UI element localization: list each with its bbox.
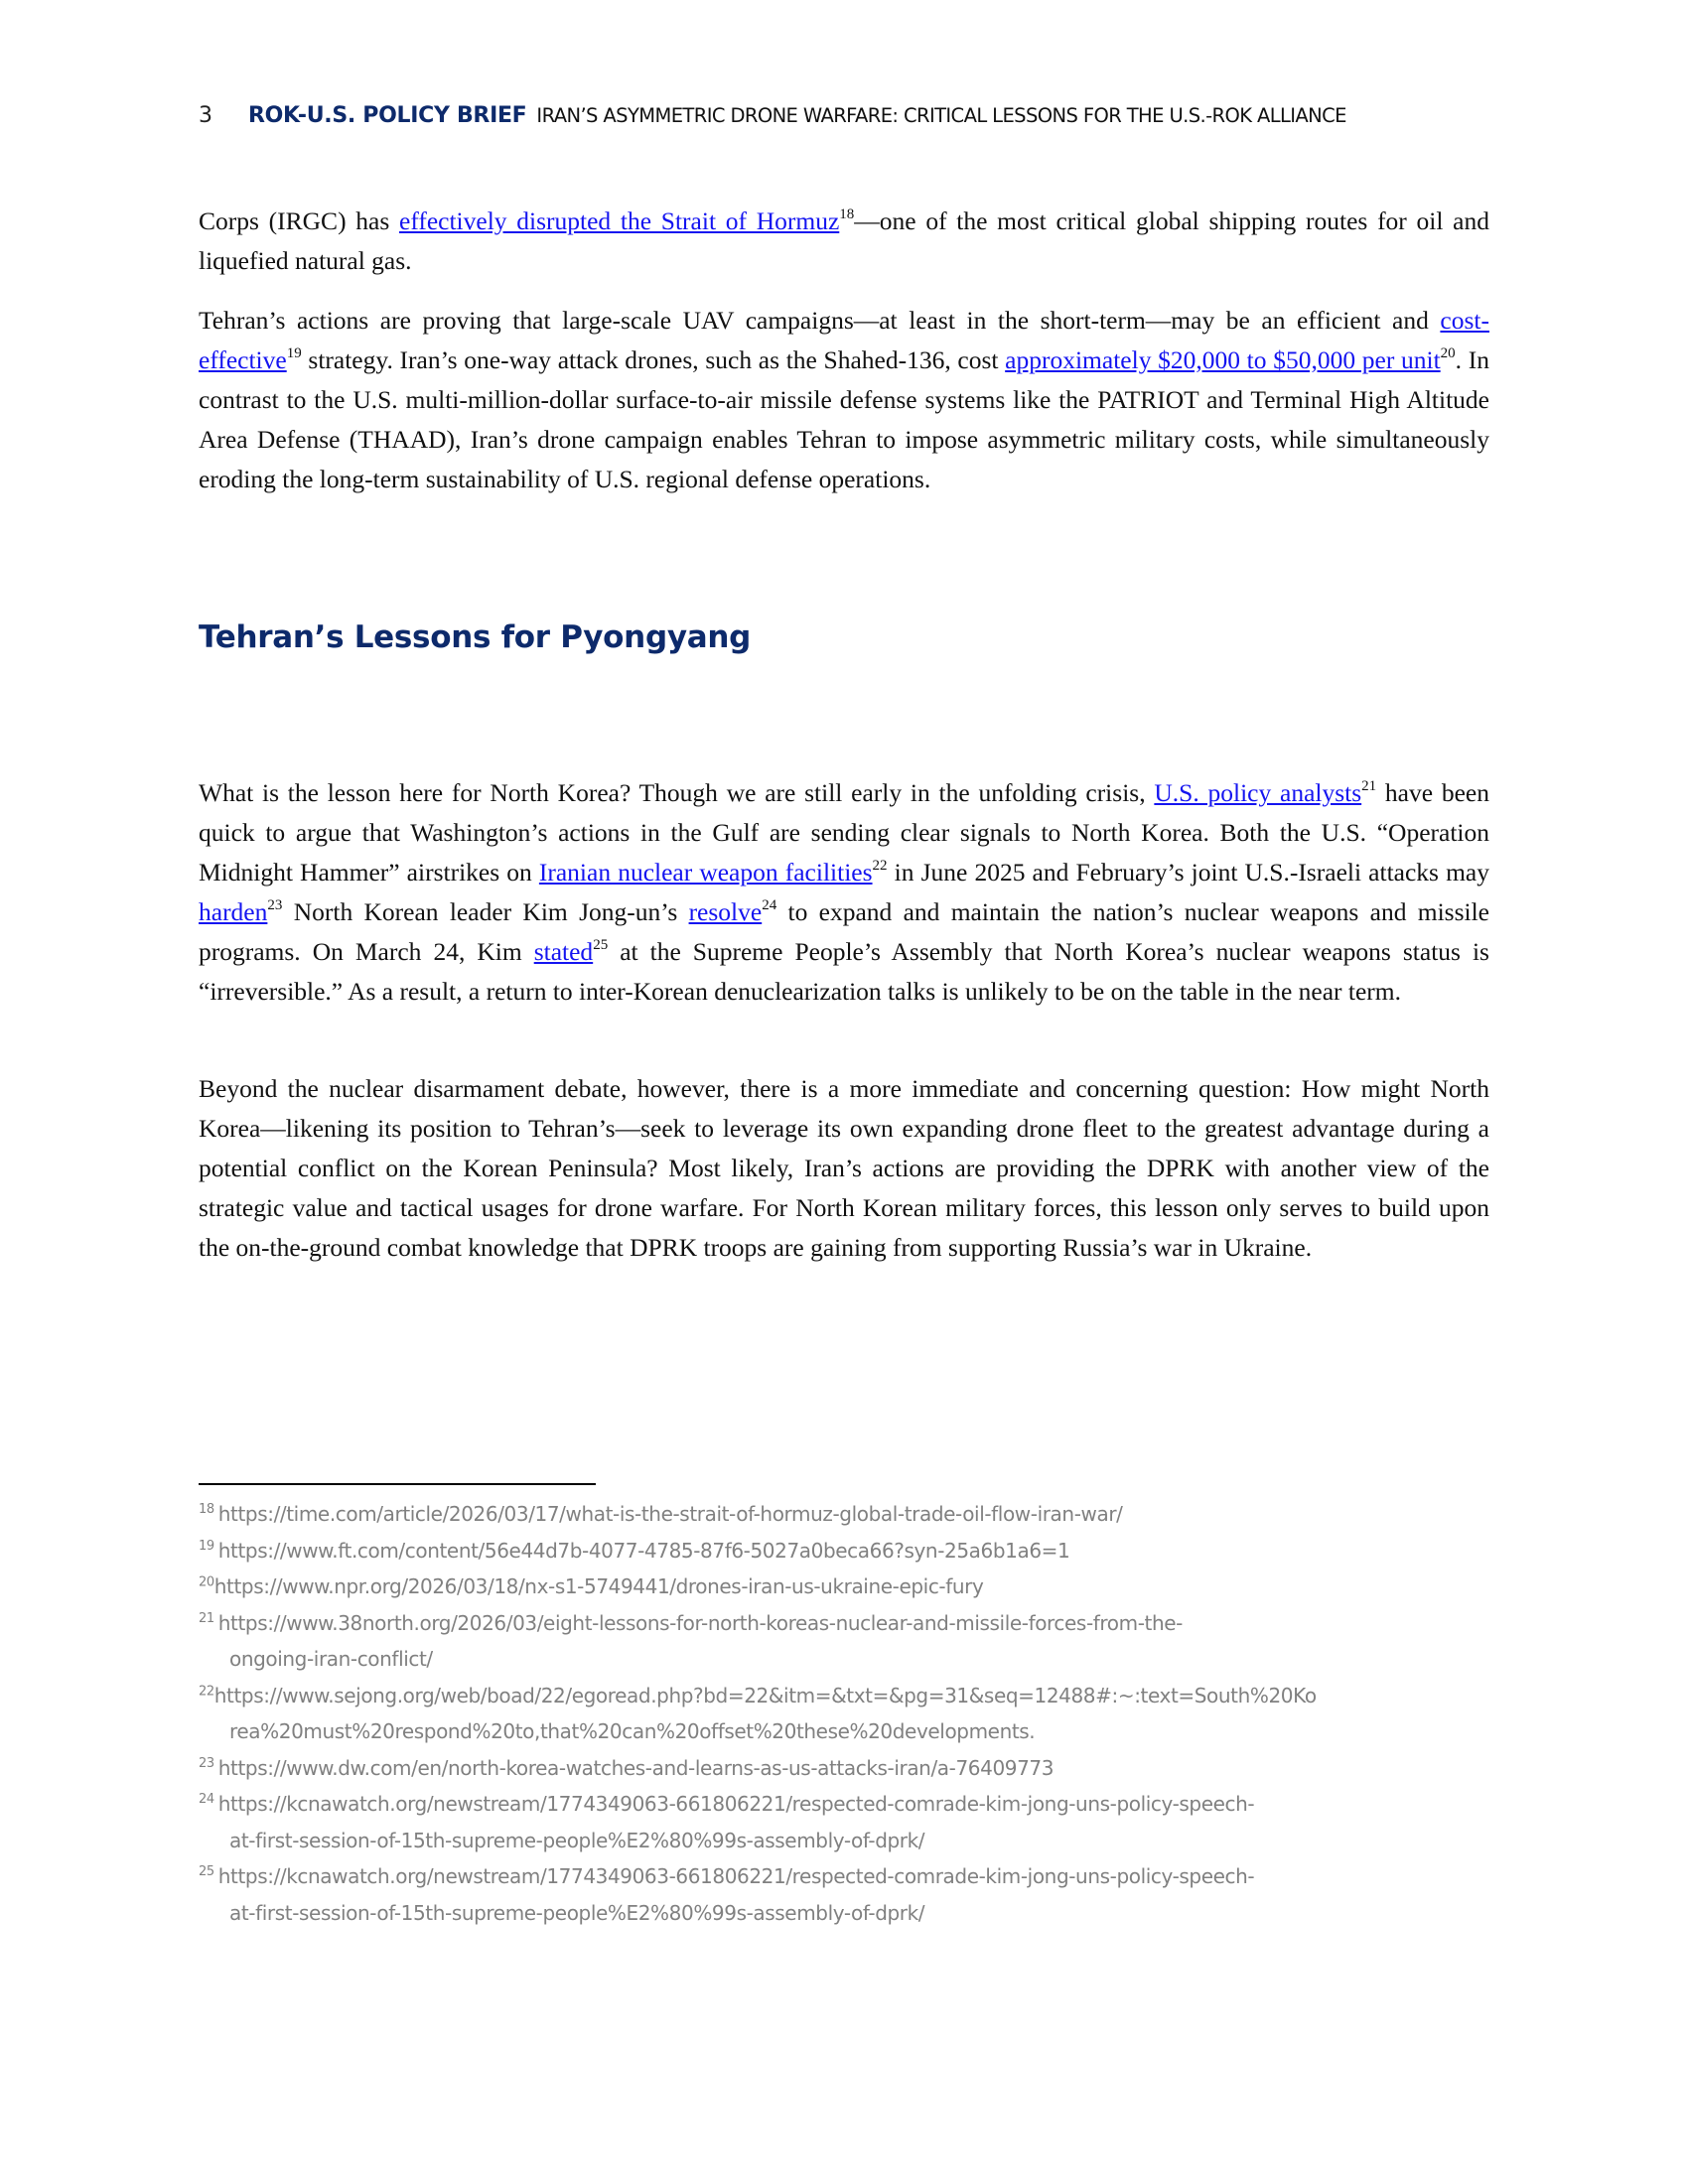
footnote-25 — [199, 1858, 1499, 1931]
footnote-url[interactable]: https://www.38north.org/2026/03/eight-lessons-for-north-koreas-nuclear-and-missile-forces-from-the- — [217, 1610, 1183, 1635]
footnote-number: 19 — [199, 1538, 214, 1554]
footnote-number: 18 — [199, 1502, 214, 1518]
link-strait-of-hormuz[interactable]: effectively disrupted the Strait of Hormuz — [399, 206, 840, 235]
footnote-url-continued[interactable]: rea%20must%20respond%20to,that%20can%20offset%20these%20developments. — [229, 1719, 1036, 1743]
footnote-24 — [199, 1786, 1499, 1858]
footnote-number: 25 — [199, 1864, 214, 1880]
paragraph-hormuz — [199, 202, 1489, 281]
link-us-policy-analysts[interactable]: U.S. policy analysts — [1154, 778, 1362, 807]
text-run: Tehran’s actions are proving that large-scale UAV campaigns—at least in the short-term—may be an efficient and — [199, 306, 1441, 335]
footnote-18 — [199, 1496, 1499, 1533]
footnote-ref-18: 18 — [839, 205, 855, 222]
footnote-url-continued[interactable]: ongoing-iran-conflict/ — [229, 1647, 433, 1671]
text-run: strategy. Iran’s one-way attack drones, such as the Shahed-136, cost — [301, 345, 1006, 374]
section-heading: Tehran’s Lessons for Pyongyang — [199, 619, 752, 655]
footnote-number: 22 — [199, 1683, 214, 1699]
footnote-19 — [199, 1533, 1499, 1570]
link-harden[interactable]: harden — [199, 897, 268, 926]
text-run: in June 2025 and February’s joint U.S.-Israeli attacks may — [887, 858, 1489, 887]
footnote-url-continued[interactable]: at-first-session-of-15th-supreme-people%E2%80%99s-assembly-of-dprk/ — [229, 1828, 925, 1852]
footnote-url[interactable]: https://kcnawatch.org/newstream/1774349063-661806221/respected-comrade-kim-jong-uns-policy-speech- — [217, 1792, 1255, 1816]
link-stated[interactable]: stated — [533, 937, 594, 966]
link-drone-unit-cost[interactable]: approximately $20,000 to $50,000 per unit — [1005, 345, 1441, 374]
link-iranian-nuclear-facilities[interactable]: Iranian nuclear weapon facilities — [538, 858, 873, 887]
footnote-url[interactable]: https://www.sejong.org/web/boad/22/egoread.php?bd=22&itm=&txt=&pg=31&seq=12488#:~:text=South%20Ko — [213, 1683, 1317, 1707]
footnote-23 — [199, 1750, 1499, 1787]
text-run: have been quick to argue that Washington’s actions in the Gulf are sending clear signals to North Korea. Both the U.S. “Operation Midnight Hammer” airstrikes on — [199, 778, 1489, 887]
link-resolve[interactable]: resolve — [688, 897, 763, 926]
footnote-url[interactable]: https://www.ft.com/content/56e44d7b-4077-4785-87f6-5027a0beca66?syn-25a6b1a6=1 — [217, 1538, 1070, 1563]
footnote-22 — [199, 1678, 1499, 1750]
footnote-number: 24 — [199, 1792, 214, 1808]
text-run: —one of the most critical global shipping routes for oil and liquefied natural gas. — [199, 206, 1489, 275]
footnote-url[interactable]: https://kcnawatch.org/newstream/1774349063-661806221/respected-comrade-kim-jong-uns-policy-speech- — [217, 1864, 1255, 1888]
footnote-ref-24: 24 — [762, 896, 777, 913]
paragraph-drone-fleet — [199, 1069, 1489, 1268]
footnote-21 — [199, 1605, 1499, 1678]
text-run: Beyond the nuclear disarmament debate, however, there is a more immediate and concerning question: How might North Korea—likening its position to Tehran’s—seek to leverage its own expanding drone fleet to the greatest advantage during a potential conflict on the Korean Peninsula? Most likely, Iran’s actions are providing the DPRK with another view of the strategic value and tactical usages for drone warfare. For North Korean military forces, this lesson only serves to build upon the on-the-ground combat knowledge that DPRK troops are gaining from supporting Russia’s war in Ukraine. — [199, 1074, 1489, 1262]
footnote-number: 23 — [199, 1755, 214, 1771]
text-run: North Korean leader Kim Jong-un’s — [282, 897, 689, 926]
footnote-ref-22: 22 — [872, 857, 888, 874]
footnote-url-continued[interactable]: at-first-session-of-15th-supreme-people%E2%80%99s-assembly-of-dprk/ — [229, 1900, 925, 1925]
footnote-url[interactable]: https://www.dw.com/en/north-korea-watches-and-learns-as-us-attacks-iran/a-76409773 — [217, 1755, 1055, 1780]
brief-series-label: ROK-U.S. POLICY BRIEF — [248, 103, 527, 128]
footnote-ref-25: 25 — [593, 936, 609, 953]
footnote-separator — [199, 1483, 596, 1485]
link-cost-effective[interactable]: cost-effective — [199, 306, 1489, 374]
footnote-ref-21: 21 — [1361, 777, 1377, 794]
footnote-url[interactable]: https://time.com/article/2026/03/17/what-is-the-strait-of-hormuz-global-trade-oil-flow-iran-war/ — [217, 1502, 1123, 1526]
text-run: . In contrast to the U.S. multi-million-dollar surface-to-air missile defense systems like the PATRIOT and Terminal High Altitude Area Defense (THAAD), Iran’s drone campaign enables Tehran to impose asymmetric military costs, while simultaneously eroding the long-term sustainability of U.S. regional defense operations. — [199, 345, 1489, 493]
brief-title: IRAN’S ASYMMETRIC DRONE WARFARE: CRITICAL LESSONS FOR THE U.S.-ROK ALLIANCE — [536, 104, 1346, 127]
footnote-number: 21 — [199, 1610, 214, 1626]
footnote-ref-19: 19 — [286, 344, 302, 361]
footnote-number: 20 — [199, 1574, 214, 1590]
paragraph-cost-effective — [199, 301, 1489, 499]
text-run: Corps (IRGC) has — [199, 206, 399, 235]
page-number: 3 — [199, 103, 212, 128]
text-run: at the Supreme People’s Assembly that North Korea’s nuclear weapons status is “irreversible.” As a result, a return to inter-Korean denuclearization talks is unlikely to be on the table in the near term. — [199, 937, 1489, 1006]
text-run: What is the lesson here for North Korea? Though we are still early in the unfolding crisis, — [199, 778, 1155, 807]
footnote-20 — [199, 1569, 1499, 1605]
paragraph-north-korea-lesson — [199, 773, 1489, 1012]
footnote-ref-23: 23 — [267, 896, 283, 913]
text-run: to expand and maintain the nation’s nuclear weapons and missile programs. On March 24, Kim — [199, 897, 1490, 966]
footnote-url[interactable]: https://www.npr.org/2026/03/18/nx-s1-5749441/drones-iran-us-ukraine-epic-fury — [213, 1574, 984, 1598]
footnotes-list — [199, 1496, 1499, 1931]
running-header — [199, 103, 1489, 128]
footnote-ref-20: 20 — [1440, 344, 1456, 361]
